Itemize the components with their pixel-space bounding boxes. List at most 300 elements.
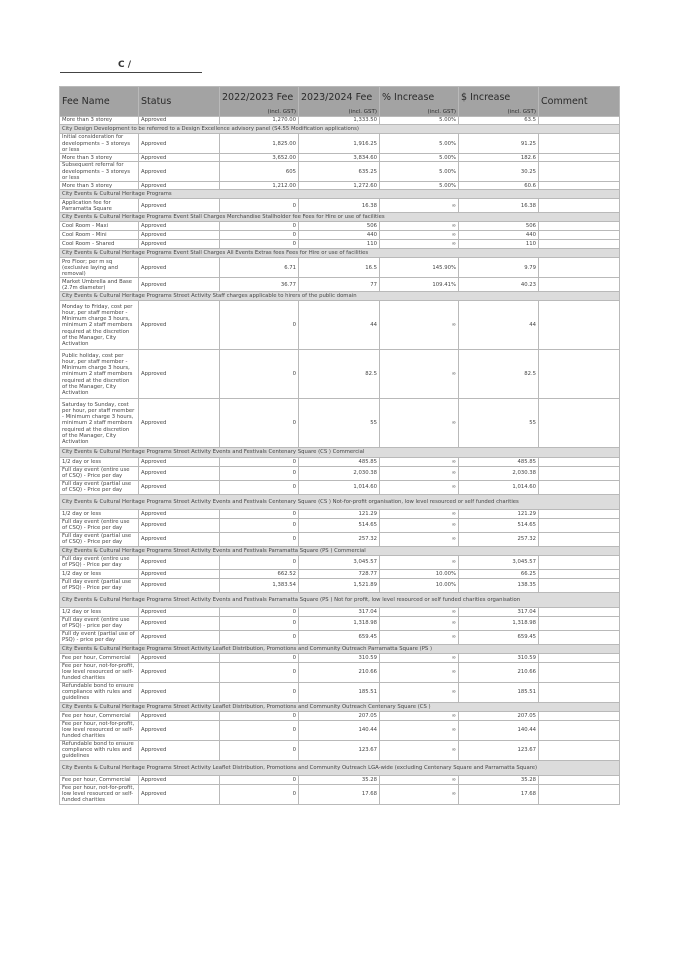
- pct-increase-cell: ∞: [380, 222, 459, 231]
- dollar-increase-cell: 9.79: [459, 258, 539, 278]
- dollar-increase-cell: 182.6: [459, 154, 539, 162]
- dollar-increase-cell: 140.44: [459, 720, 539, 740]
- dollar-increase-cell: 257.32: [459, 532, 539, 546]
- status-cell: Approved: [139, 775, 220, 784]
- fee-name-text: Cool Room - Mini: [62, 232, 107, 239]
- section-row: [60, 546, 620, 555]
- section-row: [60, 494, 620, 509]
- table-row: [60, 182, 620, 190]
- fee-2023-cell: 3,834.60: [299, 154, 380, 162]
- pct-increase-cell: ∞: [380, 607, 459, 616]
- table-row: [60, 117, 620, 125]
- table-row: [60, 134, 620, 154]
- table-row: [60, 466, 620, 480]
- section-heading: City Events & Cultural Heritage Programs Street Activity Leaflet Distribution, Promotions and Community Outreach Centenary Square (CS ): [60, 702, 620, 711]
- table-row: [60, 578, 620, 592]
- fee-name-text: Full day event (entire use of PSQ) - price per day: [62, 617, 130, 630]
- pct-increase-cell: ∞: [380, 509, 459, 518]
- section-row: [60, 249, 620, 258]
- comment-cell: [539, 607, 620, 616]
- table-row: [60, 509, 620, 518]
- status-cell: Approved: [139, 630, 220, 644]
- comment-cell: [539, 222, 620, 231]
- section-row: [60, 190, 620, 199]
- dollar-increase-cell: 35.28: [459, 775, 539, 784]
- pct-increase-cell: 109.41%: [380, 278, 459, 292]
- fee-2022-cell: 0: [220, 350, 299, 399]
- comment-cell: [539, 509, 620, 518]
- comment-cell: [539, 555, 620, 569]
- comment-cell: [539, 720, 620, 740]
- comment-cell: [539, 662, 620, 682]
- fee-name-cell: [60, 616, 139, 630]
- fee-name-cell: [60, 231, 139, 240]
- fee-name-cell: [60, 555, 139, 569]
- fee-name-cell: [60, 607, 139, 616]
- fee-name-cell: [60, 740, 139, 760]
- fee-2023-cell: 514.65: [299, 518, 380, 532]
- dollar-increase-cell: 185.51: [459, 682, 539, 702]
- comment-cell: [539, 630, 620, 644]
- fee-2023-cell: 55: [299, 399, 380, 448]
- pct-increase-cell: ∞: [380, 682, 459, 702]
- status-cell: Approved: [139, 740, 220, 760]
- fee-name-text: Full day event (partial use of PSQ) - Price per day: [62, 579, 132, 592]
- header-status: Status: [139, 87, 220, 117]
- status-cell: Approved: [139, 466, 220, 480]
- table-row: [60, 569, 620, 578]
- table-row: [60, 616, 620, 630]
- comment-cell: [539, 457, 620, 466]
- comment-cell: [539, 134, 620, 154]
- status-cell: Approved: [139, 569, 220, 578]
- fee-2023-cell: 82.5: [299, 350, 380, 399]
- comment-cell: [539, 518, 620, 532]
- fee-name-text: Full day event (partial use of CSQ) - Price per day: [62, 532, 132, 546]
- table-row: [60, 199, 620, 213]
- fee-name-text: More than 3 storey: [62, 182, 113, 189]
- fee-2023-cell: 659.45: [299, 630, 380, 644]
- pct-increase-cell: 5.00%: [380, 134, 459, 154]
- fee-name-cell: [60, 532, 139, 546]
- comment-cell: [539, 784, 620, 804]
- table-row: [60, 711, 620, 720]
- fee-name-cell: [60, 240, 139, 249]
- status-cell: Approved: [139, 720, 220, 740]
- status-cell: Approved: [139, 399, 220, 448]
- table-row: [60, 154, 620, 162]
- fee-2022-cell: 0: [220, 616, 299, 630]
- table-row: [60, 222, 620, 231]
- comment-cell: [539, 240, 620, 249]
- dollar-increase-cell: 123.67: [459, 740, 539, 760]
- header-incl-gst: (incl. GST): [267, 109, 296, 115]
- section-row: [60, 592, 620, 607]
- comment-cell: [539, 350, 620, 399]
- fee-2022-cell: 1,383.54: [220, 578, 299, 592]
- fee-2023-cell: 1,272.60: [299, 182, 380, 190]
- comment-cell: [539, 182, 620, 190]
- fee-name-text: Cool Room - Maxi: [62, 223, 109, 230]
- table-row: [60, 740, 620, 760]
- dollar-increase-cell: 30.25: [459, 162, 539, 182]
- fee-2022-cell: 0: [220, 231, 299, 240]
- table-row: [60, 532, 620, 546]
- fee-name-cell: [60, 258, 139, 278]
- pct-increase-cell: ∞: [380, 653, 459, 662]
- fee-2022-cell: 1,825.00: [220, 134, 299, 154]
- header-dollar-increase-label: $ Increase: [461, 92, 511, 103]
- comment-cell: [539, 199, 620, 213]
- pct-increase-cell: ∞: [380, 301, 459, 350]
- section-row: [60, 292, 620, 301]
- comment-cell: [539, 231, 620, 240]
- dollar-increase-cell: 506: [459, 222, 539, 231]
- pct-increase-cell: ∞: [380, 630, 459, 644]
- status-cell: Approved: [139, 607, 220, 616]
- status-cell: Approved: [139, 258, 220, 278]
- fee-name-cell: [60, 682, 139, 702]
- comment-cell: [539, 682, 620, 702]
- dollar-increase-cell: 121.29: [459, 509, 539, 518]
- header-fee-2022-label: 2022/2023 Fee: [222, 92, 294, 103]
- dollar-increase-cell: 138.35: [459, 578, 539, 592]
- fee-2022-cell: 662.52: [220, 569, 299, 578]
- fee-name-cell: [60, 509, 139, 518]
- table-row: [60, 231, 620, 240]
- fee-name-cell: [60, 518, 139, 532]
- status-cell: Approved: [139, 199, 220, 213]
- fee-name-cell: [60, 653, 139, 662]
- pct-increase-cell: 10.00%: [380, 569, 459, 578]
- fee-name-text: 1/2 day or less: [62, 570, 101, 577]
- dollar-increase-cell: 1,014.60: [459, 480, 539, 494]
- table-header: [60, 87, 620, 117]
- fee-2023-cell: 2,030.38: [299, 466, 380, 480]
- pct-increase-cell: ∞: [380, 784, 459, 804]
- section-heading: City Design Development to be referred to a Design Excellence advisory panel (S4.55 Modification applications): [60, 125, 620, 134]
- fee-2023-cell: 35.28: [299, 775, 380, 784]
- pct-increase-cell: ∞: [380, 466, 459, 480]
- table-row: [60, 278, 620, 292]
- fee-2022-cell: 0: [220, 466, 299, 480]
- dollar-increase-cell: 317.04: [459, 607, 539, 616]
- fee-2022-cell: 36.77: [220, 278, 299, 292]
- pct-increase-cell: 5.00%: [380, 182, 459, 190]
- dollar-increase-cell: 2,030.38: [459, 466, 539, 480]
- fee-name-text: 1/2 day or less: [62, 510, 101, 517]
- comment-cell: [539, 399, 620, 448]
- fee-name-cell: [60, 199, 139, 213]
- pct-increase-cell: ∞: [380, 457, 459, 466]
- section-heading: City Events & Cultural Heritage Programs: [60, 190, 620, 199]
- fee-2023-cell: 110: [299, 240, 380, 249]
- status-cell: Approved: [139, 653, 220, 662]
- header-fee-2022: [220, 87, 299, 117]
- fee-name-cell: [60, 134, 139, 154]
- fee-2022-cell: 0: [220, 301, 299, 350]
- status-cell: Approved: [139, 117, 220, 125]
- fee-2022-cell: 0: [220, 682, 299, 702]
- fee-2022-cell: 0: [220, 784, 299, 804]
- pct-increase-cell: 5.00%: [380, 117, 459, 125]
- dollar-increase-cell: 659.45: [459, 630, 539, 644]
- fee-schedule-table: [59, 86, 620, 805]
- comment-cell: [539, 466, 620, 480]
- fee-name-text: Application fee for Parramatta Square: [62, 199, 112, 212]
- dollar-increase-cell: 55: [459, 399, 539, 448]
- fee-2023-cell: 77: [299, 278, 380, 292]
- fee-name-cell: [60, 662, 139, 682]
- fee-2022-cell: 0: [220, 711, 299, 720]
- status-cell: Approved: [139, 518, 220, 532]
- pct-increase-cell: 5.00%: [380, 162, 459, 182]
- fee-name-cell: [60, 720, 139, 740]
- pct-increase-cell: ∞: [380, 240, 459, 249]
- table-body: [60, 117, 620, 805]
- table-row: [60, 301, 620, 350]
- fee-name-text: 1/2 day or less: [62, 608, 101, 615]
- fee-2022-cell: 0: [220, 555, 299, 569]
- dollar-increase-cell: 110: [459, 240, 539, 249]
- dollar-increase-cell: 3,045.57: [459, 555, 539, 569]
- fee-2023-cell: 1,014.60: [299, 480, 380, 494]
- fee-name-text: Full day event (partial use of CSQ) - Price per day: [62, 480, 132, 494]
- fee-name-cell: [60, 182, 139, 190]
- table-row: [60, 350, 620, 399]
- fee-name-cell: [60, 117, 139, 125]
- fee-2023-cell: 44: [299, 301, 380, 350]
- fee-2023-cell: 140.44: [299, 720, 380, 740]
- section-heading: City Events & Cultural Heritage Programs Street Activity Leaflet Distribution, Promotions and Community Outreach LGA-wide (excluding Centenary Square and Parramatta Square): [60, 760, 620, 775]
- fee-2023-cell: 485.85: [299, 457, 380, 466]
- fee-2022-cell: 0: [220, 518, 299, 532]
- fee-name-cell: [60, 480, 139, 494]
- fee-2023-cell: 506: [299, 222, 380, 231]
- status-cell: Approved: [139, 350, 220, 399]
- table-row: [60, 682, 620, 702]
- dollar-increase-cell: 207.05: [459, 711, 539, 720]
- status-cell: Approved: [139, 301, 220, 350]
- section-row: [60, 760, 620, 775]
- section-row: [60, 213, 620, 222]
- section-heading: City Events & Cultural Heritage Programs Street Activity Staff charges applicable to hirers of the public domain: [60, 292, 620, 301]
- status-cell: Approved: [139, 457, 220, 466]
- fee-2023-cell: 121.29: [299, 509, 380, 518]
- fee-2023-cell: 17.68: [299, 784, 380, 804]
- pct-increase-cell: ∞: [380, 532, 459, 546]
- comment-cell: [539, 278, 620, 292]
- pct-increase-cell: ∞: [380, 518, 459, 532]
- pct-increase-cell: ∞: [380, 740, 459, 760]
- fee-2022-cell: 0: [220, 740, 299, 760]
- dollar-increase-cell: 1,318.98: [459, 616, 539, 630]
- status-cell: Approved: [139, 711, 220, 720]
- pct-increase-cell: ∞: [380, 231, 459, 240]
- dollar-increase-cell: 40.23: [459, 278, 539, 292]
- section-row: [60, 125, 620, 134]
- status-cell: Approved: [139, 509, 220, 518]
- table-row: [60, 518, 620, 532]
- fee-2023-cell: 1,521.89: [299, 578, 380, 592]
- pct-increase-cell: ∞: [380, 775, 459, 784]
- table-row: [60, 720, 620, 740]
- header-incl-gst: (incl. GST): [427, 109, 456, 115]
- fee-2023-cell: 1,318.98: [299, 616, 380, 630]
- status-cell: Approved: [139, 240, 220, 249]
- dollar-increase-cell: 310.59: [459, 653, 539, 662]
- fee-name-text: Monday to Friday, cost per hour, per staff member - Minimum charge 3 hours, minimum 2 staff members required at the discretion of the Manager, City Activation: [62, 304, 133, 347]
- status-cell: Approved: [139, 162, 220, 182]
- fee-name-cell: [60, 399, 139, 448]
- table-row: [60, 784, 620, 804]
- dollar-increase-cell: 514.65: [459, 518, 539, 532]
- comment-cell: [539, 480, 620, 494]
- status-cell: Approved: [139, 480, 220, 494]
- fee-2022-cell: 0: [220, 630, 299, 644]
- pct-increase-cell: ∞: [380, 555, 459, 569]
- pct-increase-cell: 10.00%: [380, 578, 459, 592]
- fee-name-text: Refundable bond to ensure compliance with rules and guidelines: [62, 683, 134, 702]
- header-pct-increase: [380, 87, 459, 117]
- fee-name-text: Full day event (entire use of CSQ) - Price per day: [62, 466, 130, 480]
- comment-cell: [539, 532, 620, 546]
- fee-2023-cell: 257.32: [299, 532, 380, 546]
- fee-name-cell: [60, 466, 139, 480]
- comment-cell: [539, 740, 620, 760]
- table-row: [60, 630, 620, 644]
- header-pct-increase-label: % Increase: [382, 92, 435, 103]
- fee-name-text: More than 3 storey: [62, 117, 113, 124]
- dollar-increase-cell: 66.25: [459, 569, 539, 578]
- status-cell: Approved: [139, 578, 220, 592]
- dollar-increase-cell: 44: [459, 301, 539, 350]
- pct-increase-cell: ∞: [380, 399, 459, 448]
- table-row: [60, 662, 620, 682]
- comment-cell: [539, 775, 620, 784]
- pct-increase-cell: ∞: [380, 350, 459, 399]
- fee-2022-cell: 1,270.00: [220, 117, 299, 125]
- page-reference-text: C /: [118, 60, 132, 70]
- fee-2023-cell: 207.05: [299, 711, 380, 720]
- fee-2023-cell: 317.04: [299, 607, 380, 616]
- fee-2023-cell: 16.5: [299, 258, 380, 278]
- fee-2022-cell: 0: [220, 480, 299, 494]
- fee-2022-cell: 0: [220, 240, 299, 249]
- pct-increase-cell: ∞: [380, 199, 459, 213]
- dollar-increase-cell: 63.5: [459, 117, 539, 125]
- fee-2022-cell: 0: [220, 222, 299, 231]
- pct-increase-cell: ∞: [380, 711, 459, 720]
- fee-2023-cell: 123.67: [299, 740, 380, 760]
- dollar-increase-cell: 91.25: [459, 134, 539, 154]
- fee-2022-cell: 0: [220, 662, 299, 682]
- fee-name-cell: [60, 457, 139, 466]
- fee-name-text: Subsequent referral for developments – 3 storeys or less: [62, 162, 131, 181]
- fee-2022-cell: 1,212.00: [220, 182, 299, 190]
- fee-2023-cell: 310.59: [299, 653, 380, 662]
- comment-cell: [539, 616, 620, 630]
- fee-name-cell: [60, 278, 139, 292]
- fee-name-cell: [60, 784, 139, 804]
- table-row: [60, 162, 620, 182]
- fee-name-text: Fee per hour, not-for-profit, low level resourced or self-funded charities: [62, 663, 135, 682]
- fee-name-text: Fee per hour, not-for-profit, low level resourced or self-funded charities: [62, 721, 135, 740]
- fee-name-text: Full day event (entire use of CSQ) - Price per day: [62, 518, 130, 532]
- status-cell: Approved: [139, 278, 220, 292]
- status-cell: Approved: [139, 532, 220, 546]
- comment-cell: [539, 301, 620, 350]
- fee-name-text: Saturday to Sunday, cost per hour, per staff member - Minimum charge 3 hours, minimum 2 staff members required at the discretion of the Manager, City Activation: [62, 402, 135, 445]
- status-cell: Approved: [139, 555, 220, 569]
- comment-cell: [539, 653, 620, 662]
- dollar-increase-cell: 60.6: [459, 182, 539, 190]
- table-row: [60, 775, 620, 784]
- fee-2023-cell: 1,916.25: [299, 134, 380, 154]
- pct-increase-cell: ∞: [380, 720, 459, 740]
- fee-2022-cell: 6.71: [220, 258, 299, 278]
- fee-name-text: Fee per hour, not-for-profit, low level resourced or self-funded charities: [62, 785, 135, 804]
- fee-2022-cell: 0: [220, 720, 299, 740]
- fee-2023-cell: 635.25: [299, 162, 380, 182]
- section-heading: City Events & Cultural Heritage Programs Street Activity Events and Festivals Parramatta Square (PS ) Not for profit, low level resourced or self funded charities organisation: [60, 592, 620, 607]
- status-cell: Approved: [139, 222, 220, 231]
- fee-name-text: Full dy event (partial use of PSQ) - price per day: [62, 631, 135, 644]
- header-incl-gst: (incl. GST): [348, 109, 377, 115]
- dollar-increase-cell: 82.5: [459, 350, 539, 399]
- fee-name-text: Cool Room - Shared: [62, 241, 115, 248]
- fee-name-cell: [60, 162, 139, 182]
- fee-2023-cell: 210.66: [299, 662, 380, 682]
- status-cell: Approved: [139, 784, 220, 804]
- pct-increase-cell: 5.00%: [380, 154, 459, 162]
- table-row: [60, 480, 620, 494]
- comment-cell: [539, 569, 620, 578]
- fee-2022-cell: 0: [220, 399, 299, 448]
- status-cell: Approved: [139, 134, 220, 154]
- fee-2022-cell: 0: [220, 199, 299, 213]
- status-cell: Approved: [139, 231, 220, 240]
- section-heading: City Events & Cultural Heritage Programs Street Activity Events and Festivals Centenary Square (CS ) Not-for-profit organisation, low level resourced or self funded charities: [60, 494, 620, 509]
- fee-name-text: Full day event (entire use of PSQ) - Price per day: [62, 556, 130, 569]
- fee-2023-cell: 16.38: [299, 199, 380, 213]
- fee-name-text: Initial consideration for developments – 3 storeys or less: [62, 134, 131, 153]
- pct-increase-cell: 145.90%: [380, 258, 459, 278]
- status-cell: Approved: [139, 662, 220, 682]
- header-comment: Comment: [539, 87, 620, 117]
- fee-2022-cell: 0: [220, 532, 299, 546]
- table-row: [60, 457, 620, 466]
- fee-name-cell: [60, 775, 139, 784]
- fee-name-text: Fee per hour, Commercial: [62, 654, 131, 661]
- comment-cell: [539, 578, 620, 592]
- fee-name-cell: [60, 569, 139, 578]
- section-row: [60, 644, 620, 653]
- fee-2022-cell: 0: [220, 607, 299, 616]
- fee-name-cell: [60, 350, 139, 399]
- fee-2022-cell: 0: [220, 775, 299, 784]
- dollar-increase-cell: 485.85: [459, 457, 539, 466]
- comment-cell: [539, 258, 620, 278]
- table-row: [60, 258, 620, 278]
- dollar-increase-cell: 210.66: [459, 662, 539, 682]
- header-dollar-increase: [459, 87, 539, 117]
- fee-name-cell: [60, 630, 139, 644]
- table-row: [60, 240, 620, 249]
- fee-name-cell: [60, 222, 139, 231]
- dollar-increase-cell: 16.38: [459, 199, 539, 213]
- fee-name-text: Public holiday, cost per hour, per staff member - Minimum charge 3 hours, minimum 2 staff members required at the discretion of the Manager, City Activation: [62, 353, 133, 396]
